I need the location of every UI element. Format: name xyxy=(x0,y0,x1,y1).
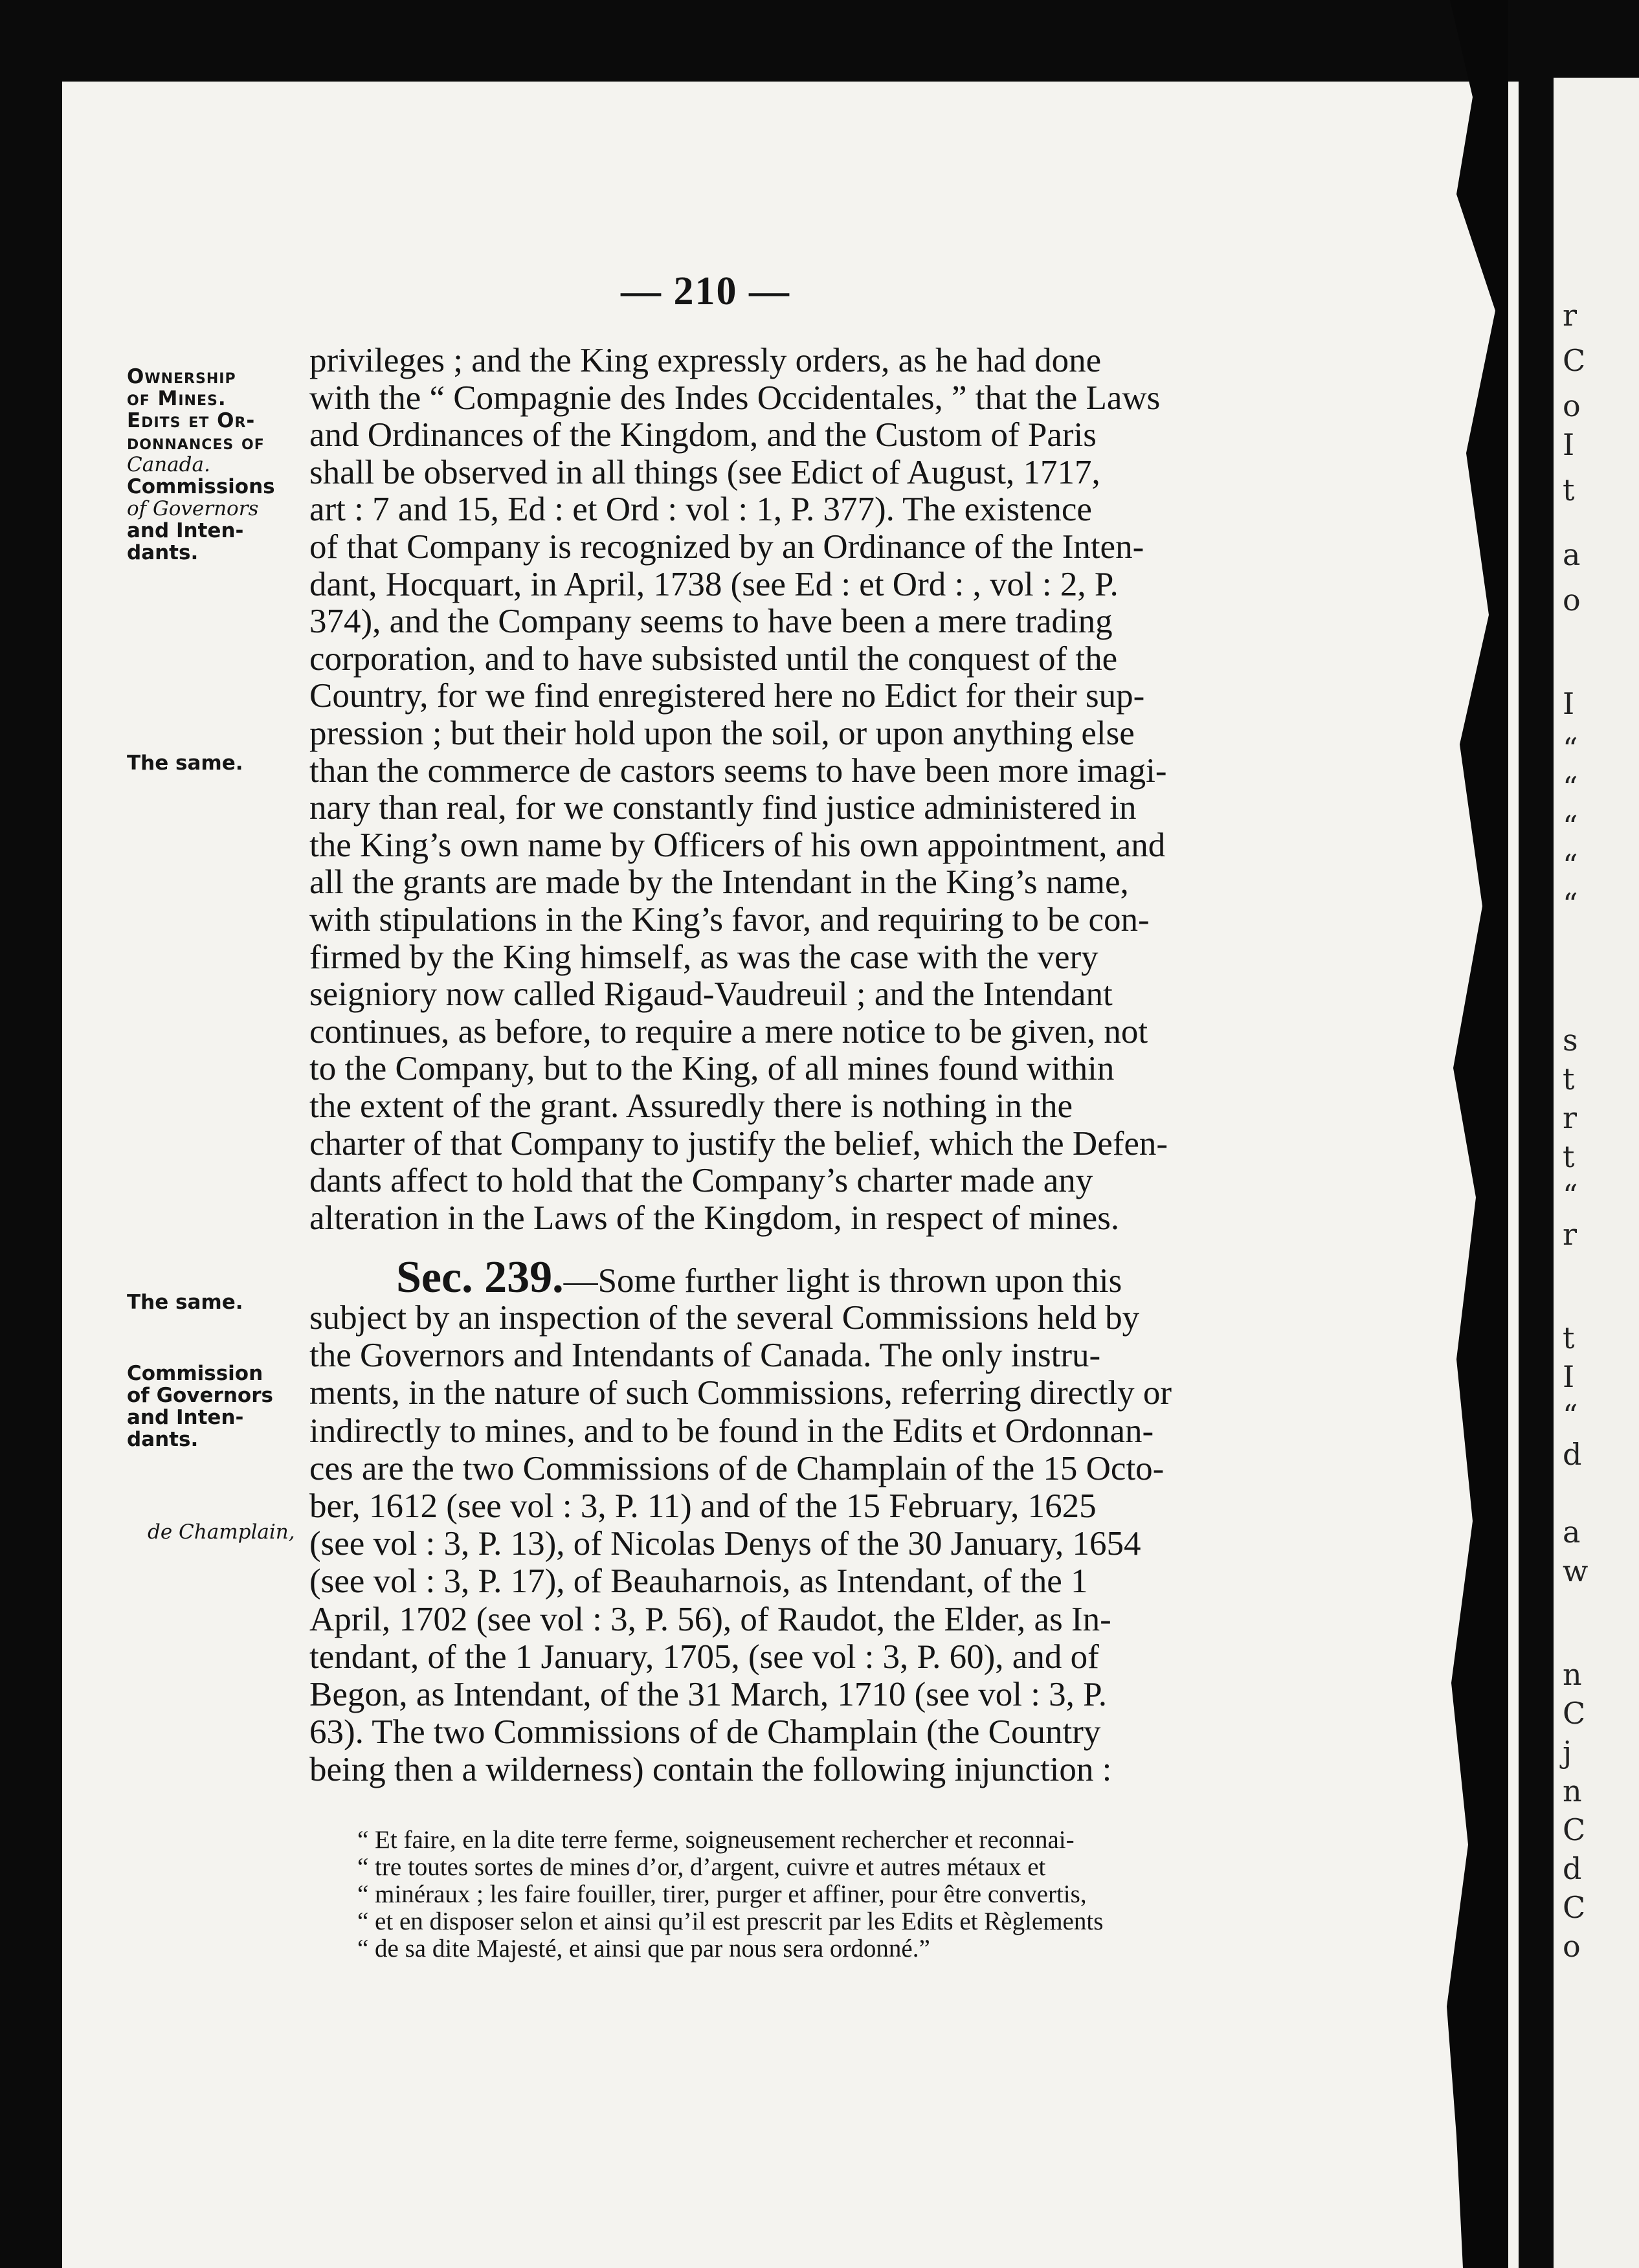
margin-note-same-2 xyxy=(127,1291,321,1313)
facing-page-glyph: I xyxy=(1563,686,1575,721)
margin-note-line: dants. xyxy=(127,541,199,564)
quote-line: “ Et faire, en la dite terre ferme, soigneusement rechercher et reconnai- xyxy=(357,1826,1075,1854)
margin-note-ownership xyxy=(127,366,321,564)
body-line: with the “ Compagnie des Indes Occidentales, ” that the Laws xyxy=(309,379,1161,417)
margin-note-line: of Governors xyxy=(127,1384,273,1407)
body-line: dant, Hocquart, in April, 1738 (see Ed : et Ord : , vol : 2, P. xyxy=(309,565,1119,603)
torn-page-edge xyxy=(1411,0,1528,2268)
section-heading-line xyxy=(396,1252,1300,1302)
facing-page-glyph: I xyxy=(1563,427,1575,462)
facing-page-fragment xyxy=(1554,78,1639,2268)
margin-note-line: of Governors xyxy=(127,497,259,520)
facing-page-glyph: j xyxy=(1563,1735,1572,1770)
body-line: art : 7 and 15, Ed : et Ord : vol : 1, P. 377). The existence xyxy=(309,491,1092,529)
facing-page-glyph: C xyxy=(1563,1812,1586,1847)
section-line: tendant, of the 1 January, 1705, (see vol : 3, P. 60), and of xyxy=(309,1638,1099,1676)
margin-note-same-1 xyxy=(127,752,321,774)
body-line: to the Company, but to the King, of all mines found within xyxy=(309,1050,1115,1088)
body-line: seigniory now called Rigaud-Vaudreuil ; and the Intendant xyxy=(309,975,1113,1014)
facing-page-glyph: “ xyxy=(1563,1398,1578,1433)
quote-line: “ et en disposer selon et ainsi qu’il est prescrit par les Edits et Règlements xyxy=(357,1907,1104,1935)
section-line: (see vol : 3, P. 17), of Beauharnois, as Intendant, of the 1 xyxy=(309,1562,1088,1601)
facing-page-glyph: t xyxy=(1563,1139,1575,1174)
facing-page-glyph: d xyxy=(1563,1437,1582,1472)
body-line: alteration in the Laws of the Kingdom, in respect of mines. xyxy=(309,1199,1120,1237)
facing-page-glyph: d xyxy=(1563,1851,1582,1886)
facing-page-glyph: r xyxy=(1563,1100,1577,1135)
facing-page-glyph: o xyxy=(1563,1929,1581,1964)
page-number: — 210 — xyxy=(621,269,790,313)
section-lead: —Some further light is thrown upon this xyxy=(563,1262,1122,1300)
body-line: the extent of the grant. Assuredly there is nothing in the xyxy=(309,1087,1073,1125)
section-line: indirectly to mines, and to be found in the Edits et Ordonnan- xyxy=(309,1412,1154,1450)
facing-page-glyph: C xyxy=(1563,343,1586,378)
facing-page-glyph: “ xyxy=(1563,731,1578,766)
margin-note-line: and Inten- xyxy=(127,1406,244,1429)
facing-page-glyph: n xyxy=(1563,1657,1582,1692)
section-line: the Governors and Intendants of Canada. The only instru- xyxy=(309,1337,1101,1375)
margin-note-line: de Champlain, xyxy=(148,1520,295,1544)
facing-page-glyph: s xyxy=(1563,1023,1578,1058)
facing-page-glyph: a xyxy=(1563,537,1581,572)
facing-page-glyph: o xyxy=(1563,583,1581,617)
facing-page-glyph: w xyxy=(1563,1553,1589,1588)
body-line: 374), and the Company seems to have been a mere trading xyxy=(309,603,1113,641)
body-line: continues, as before, to require a mere notice to be given, not xyxy=(309,1012,1148,1051)
facing-page-glyph: “ xyxy=(1563,887,1578,922)
facing-page-glyph: o xyxy=(1563,388,1581,423)
margin-note-line: and Inten- xyxy=(127,519,244,542)
facing-page-glyph: n xyxy=(1563,1773,1582,1808)
section-number: Sec. 239. xyxy=(396,1252,564,1302)
facing-page-glyph: t xyxy=(1563,1062,1575,1096)
facing-page-glyph: “ xyxy=(1563,1178,1578,1213)
quote-line: “ de sa dite Majesté, et ainsi que par nous sera ordonné.” xyxy=(357,1935,930,1962)
section-line: Begon, as Intendant, of the 31 March, 1710 (see vol : 3, P. xyxy=(309,1676,1108,1713)
facing-page-glyph: “ xyxy=(1563,809,1578,844)
margin-note-line: donnances of xyxy=(127,431,265,454)
body-line: corporation, and to have subsisted until the conquest of the xyxy=(309,639,1118,678)
section-line: April, 1702 (see vol : 3, P. 56), of Raudot, the Elder, as In- xyxy=(309,1600,1111,1638)
section-line: 63). The two Commissions of de Champlain (the Country xyxy=(309,1713,1101,1751)
body-line: and Ordinances of the Kingdom, and the Custom of Paris xyxy=(309,416,1097,454)
facing-page-glyph: t xyxy=(1563,472,1575,507)
section-line: ces are the two Commissions of de Champlain of the 15 Octo- xyxy=(309,1449,1165,1487)
body-line: than the commerce de castors seems to have been more imagi- xyxy=(309,751,1167,790)
margin-note-line: Commission xyxy=(127,1362,263,1385)
facing-page-glyph: C xyxy=(1563,1696,1586,1731)
facing-page-glyph: “ xyxy=(1563,848,1578,883)
margin-note-line: Commissions xyxy=(127,475,275,498)
body-line: pression ; but their hold upon the soil, or upon anything else xyxy=(309,715,1135,752)
section-line: ber, 1612 (see vol : 3, P. 11) and of the 15 February, 1625 xyxy=(309,1487,1097,1525)
facing-page-glyph: t xyxy=(1563,1320,1575,1355)
body-line: of that Company is recognized by an Ordinance of the Inten- xyxy=(309,528,1144,566)
margin-note-line: Ownership xyxy=(127,365,236,388)
margin-note-line: Edits et Or- xyxy=(127,409,256,432)
section-line: being then a wilderness) contain the following injunction : xyxy=(309,1751,1112,1789)
facing-page-glyph: “ xyxy=(1563,770,1578,805)
facing-page-glyph: I xyxy=(1563,1359,1575,1394)
body-line: all the grants are made by the Intendant in the King’s name, xyxy=(309,863,1129,902)
body-line: Country, for we find enregistered here no Edict for their sup- xyxy=(309,677,1145,715)
body-line: nary than real, for we constantly find justice administered in xyxy=(309,789,1137,827)
margin-note-line: of Mines. xyxy=(127,387,227,410)
section-line: (see vol : 3, P. 13), of Nicolas Denys of the 30 January, 1654 xyxy=(309,1525,1141,1563)
body-line: firmed by the King himself, as was the case with the very xyxy=(309,938,1098,976)
margin-note-line: dants. xyxy=(127,1428,199,1451)
section-line: ments, in the nature of such Commissions, referring directly or xyxy=(309,1374,1172,1412)
body-line: dants affect to hold that the Company’s charter made any xyxy=(309,1162,1093,1200)
body-line: charter of that Company to justify the belief, which the Defen- xyxy=(309,1124,1168,1162)
facing-page-glyph: a xyxy=(1563,1515,1581,1550)
margin-note-line: The same. xyxy=(127,1291,243,1314)
margin-note-commission xyxy=(127,1362,321,1451)
quote-line: “ minéraux ; les faire fouiller, tirer, purger et affiner, pour être convertis, xyxy=(357,1880,1087,1908)
margin-note-line: Canada. xyxy=(127,453,210,476)
body-line: shall be observed in all things (see Edict of August, 1717, xyxy=(309,453,1100,491)
section-line: subject by an inspection of the several Commissions held by xyxy=(309,1299,1140,1337)
facing-page-glyph: r xyxy=(1563,1217,1577,1252)
facing-page-glyph: C xyxy=(1563,1890,1586,1925)
facing-page-glyph: r xyxy=(1563,298,1577,333)
quote-line: “ tre toutes sortes de mines d’or, d’argent, cuivre et autres métaux et xyxy=(357,1853,1046,1881)
body-line: with stipulations in the King’s favor, and requiring to be con- xyxy=(309,901,1150,939)
margin-note-line: The same. xyxy=(127,751,243,775)
body-line: privileges ; and the King expressly orders, as he had done xyxy=(309,342,1102,379)
body-line: the King’s own name by Officers of his own appointment, and xyxy=(309,826,1166,864)
